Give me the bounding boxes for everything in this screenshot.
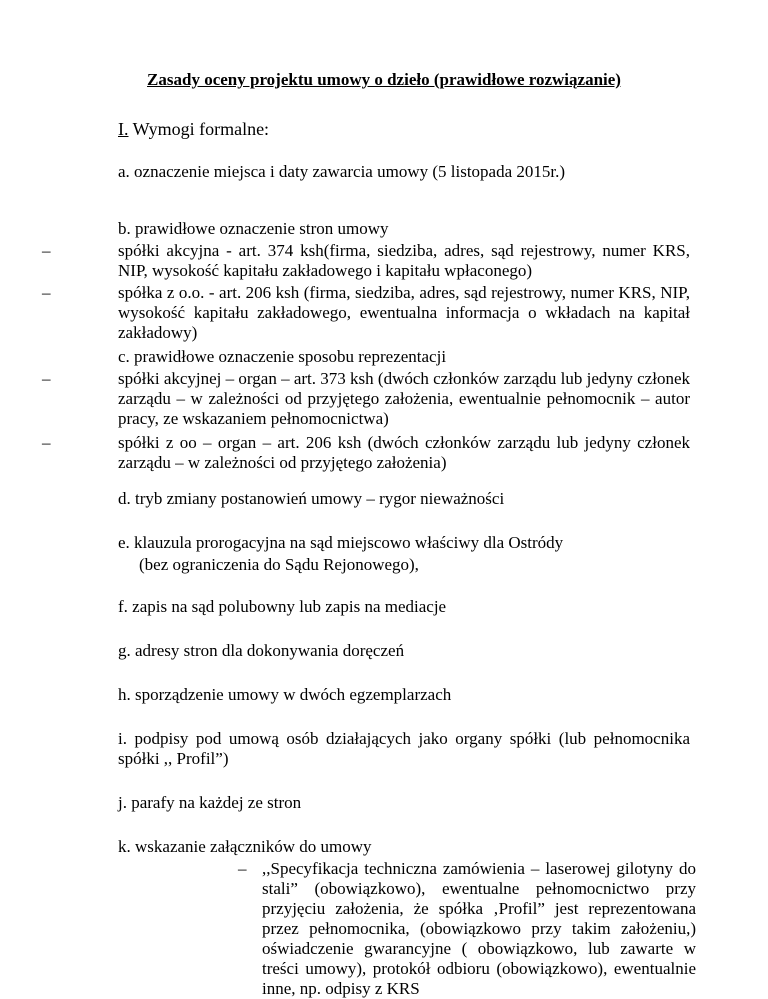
dash-bullet: – [42,369,51,388]
item-h: h. sporządzenie umowy w dwóch egzemplarzach [118,685,452,704]
item-c-point-1: spółki akcyjnej – organ – art. 373 ksh (dwóch członków zarządu lub jedyny członek zarządu – w zależności od przyjętego założenia, ewentualnie pełnomocnik – autor pracy, ze wskazaniem pełnomocnictwa) [118,369,690,428]
item-d: d. tryb zmiany postanowień umowy – rygor nieważności [118,489,505,508]
item-c-point-2: spółki z oo – organ – art. 206 ksh (dwóch członków zarządu lub jedyny członek zarządu – w zależności od przyjętego założenia) [118,433,690,472]
item-e-line-2: (bez ograniczenia do Sądu Rejonowego), [139,555,419,574]
item-k-heading: k. wskazanie załączników do umowy [118,837,372,856]
dash-bullet: – [42,433,51,452]
dash-bullet: – [42,241,51,260]
dash-bullet: – [238,859,247,878]
item-e-line-1: e. klauzula prorogacyjna na sąd miejscowo właściwy dla Ostródy [118,533,564,552]
dash-bullet: – [42,283,51,302]
section-number: I. [118,119,129,139]
item-i: i. podpisy pod umową osób działających jako organy spółki (lub pełnomocnika spółki ,, Profil”) [118,729,690,768]
document-title: Zasady oceny projektu umowy o dzieło (prawidłowe rozwiązanie) [147,70,621,89]
item-b-point-1: spółki akcyjna - art. 374 ksh(firma, siedziba, adres, sąd rejestrowy, numer KRS, NIP, wysokość kapitału zakładowego i kapitału wpłaconego) [118,241,690,280]
item-b-point-2: spółka z o.o. - art. 206 ksh (firma, siedziba, adres, sąd rejestrowy, numer KRS, NIP, wysokość kapitału zakładowego, ewentualna informacja o wkładach na kapitał zakładowy) [118,283,690,342]
item-f: f. zapis na sąd polubowny lub zapis na mediacje [118,597,447,616]
section-label: Wymogi formalne: [128,119,270,139]
item-b-heading: b. prawidłowe oznaczenie stron umowy [118,219,389,238]
item-c-heading: c. prawidłowe oznaczenie sposobu reprezentacji [118,347,447,366]
item-k-point: ,,Specyfikacja techniczna zamówienia – laserowej gilotyny do stali” (obowiązkowo), ewentualne pełnomocnictwo przy przyjęciu założenia, że spółka ‚Profil” jest reprezentowana przez pełnomocnika, (obowiązkowo przy takim założeniu,) oświadczenie gwarancyjne ( obowiązkowo, lub zawarte w treści umowy), protokół odbioru (obowiązkowo), ewentualnie inne, np. odpisy z KRS [262,859,696,998]
item-j: j. parafy na każdej ze stron [118,793,302,812]
section-heading [118,119,269,139]
item-g: g. adresy stron dla dokonywania doręczeń [118,641,405,660]
item-a: a. oznaczenie miejsca i daty zawarcia umowy (5 listopada 2015r.) [118,162,566,181]
